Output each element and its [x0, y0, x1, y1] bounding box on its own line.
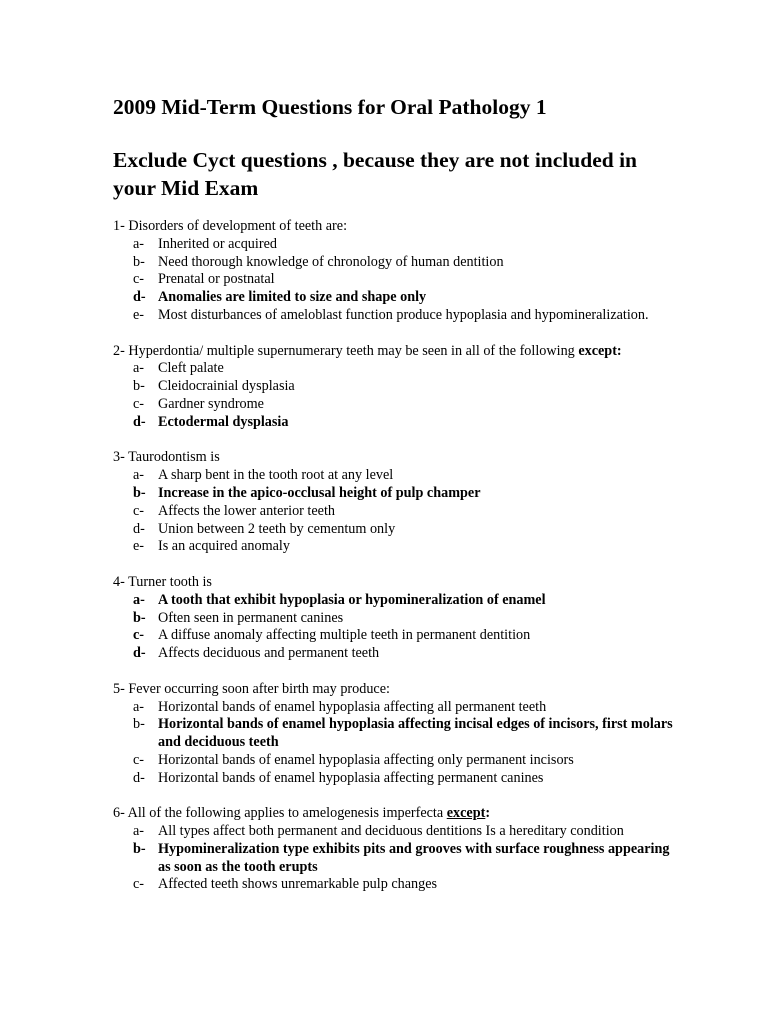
option-b [113, 610, 673, 628]
option-text: Affected teeth shows unremarkable pulp changes [158, 876, 438, 893]
option-text: Is an acquired anomaly [158, 538, 290, 555]
option-text: Affects deciduous and permanent teeth [158, 645, 380, 662]
option-letter: e- [133, 306, 145, 323]
option-c [113, 271, 673, 289]
option-d [113, 645, 673, 663]
option-d-correct [113, 414, 673, 432]
option-c [113, 876, 673, 894]
except-keyword: except [446, 805, 486, 822]
option-a [113, 699, 673, 717]
option-a [113, 467, 673, 485]
option-letter: e- [133, 538, 145, 555]
option-letter: c- [133, 502, 145, 519]
option-b [113, 254, 673, 272]
option-text: A sharp bent in the tooth root at any level [158, 467, 394, 484]
question-2 [113, 343, 673, 432]
question-6 [113, 805, 673, 894]
option-letter: b- [133, 840, 146, 857]
option-letter: a- [133, 360, 145, 377]
option-letter: a- [133, 467, 145, 484]
option-letter: b- [133, 716, 145, 733]
option-a-correct [113, 592, 673, 610]
option-c [113, 396, 673, 414]
option-text: Cleft palate [158, 360, 224, 377]
option-text: Horizontal bands of enamel hypoplasia affecting incisal edges of incisors, first molars and deciduous teeth [158, 716, 673, 751]
option-d-correct [113, 289, 673, 307]
option-letter: a- [133, 591, 145, 608]
option-letter: d- [133, 645, 146, 662]
option-c [113, 503, 673, 521]
option-text: Need thorough knowledge of chronology of human dentition [158, 253, 504, 270]
option-b-correct [113, 716, 673, 752]
option-text: Often seen in permanent canines [158, 609, 344, 626]
question-stem-text: 6- All of the following applies to amelogenesis imperfecta [113, 805, 444, 822]
document-title: 2009 Mid-Term Questions for Oral Pathology 1 [113, 95, 547, 119]
option-letter: a- [133, 823, 145, 840]
option-text: Anomalies are limited to size and shape only [158, 289, 427, 306]
question-stem [113, 343, 673, 361]
option-letter: d- [133, 289, 146, 306]
option-text: Inherited or acquired [158, 235, 277, 252]
option-text: Prenatal or postnatal [158, 271, 275, 288]
option-b [113, 378, 673, 396]
option-text: Horizontal bands of enamel hypoplasia affecting permanent canines [158, 769, 544, 786]
question-list [113, 218, 673, 912]
option-d [113, 521, 673, 539]
option-text: Increase in the apico-occlusal height of pulp champer [158, 484, 481, 501]
option-text: Horizontal bands of enamel hypoplasia affecting all permanent teeth [158, 698, 547, 715]
question-stem [113, 805, 673, 823]
option-text: A diffuse anomaly affecting multiple teeth in permanent dentition [158, 627, 531, 644]
option-e [113, 307, 673, 325]
option-letter: c- [133, 627, 145, 644]
question-4 [113, 574, 673, 663]
option-text: Horizontal bands of enamel hypoplasia affecting only permanent incisors [158, 751, 574, 768]
option-letter: b- [133, 484, 146, 501]
option-letter: a- [133, 235, 145, 252]
option-a [113, 823, 673, 841]
option-text: Union between 2 teeth by cementum only [158, 520, 396, 537]
option-text: Affects the lower anterior teeth [158, 502, 336, 519]
option-text: Gardner syndrome [158, 395, 264, 412]
question-1 [113, 218, 673, 325]
option-letter: d- [133, 413, 146, 430]
option-e [113, 538, 673, 556]
option-d [113, 770, 673, 788]
except-keyword: except: [578, 342, 622, 359]
option-letter: d- [133, 520, 145, 537]
option-letter: c- [133, 271, 145, 288]
question-stem: 5- Fever occurring soon after birth may produce: [113, 680, 390, 697]
question-stem: 1- Disorders of development of teeth are: [113, 218, 348, 234]
question-stem: 4- Turner tooth is [113, 573, 212, 590]
option-text: All types affect both permanent and deciduous dentitions Is a hereditary condition [158, 823, 624, 840]
option-letter: b- [133, 378, 145, 395]
option-text: A tooth that exhibit hypoplasia or hypomineralization of enamel [158, 591, 546, 608]
option-text: Most disturbances of ameloblast function produce hypoplasia and hypomineralization. [158, 306, 649, 323]
question-5 [113, 681, 673, 788]
option-a [113, 360, 673, 378]
option-c [113, 627, 673, 645]
except-colon: : [485, 805, 491, 822]
option-letter: d- [133, 769, 145, 786]
option-letter: a- [133, 698, 145, 715]
option-a [113, 236, 673, 254]
question-stem-text: 2- Hyperdontia/ multiple supernumerary teeth may be seen in all of the following [113, 342, 575, 359]
option-c [113, 752, 673, 770]
option-letter: c- [133, 876, 145, 893]
document-subtitle: Exclude Cyct questions , because they are not included in your Mid Exam [113, 148, 637, 200]
option-letter: c- [133, 395, 145, 412]
option-letter: c- [133, 751, 145, 768]
option-text: Hypomineralization type exhibits pits and grooves with surface roughness appearing as soon as the tooth erupts [158, 840, 670, 875]
option-text: Cleidocrainial dysplasia [158, 378, 295, 395]
option-letter: b- [133, 253, 145, 270]
option-b-correct [113, 485, 673, 503]
option-b-correct [113, 841, 673, 877]
question-3 [113, 449, 673, 556]
question-stem: 3- Taurodontism is [113, 449, 220, 466]
option-letter: b- [133, 609, 146, 626]
option-text: Ectodermal dysplasia [158, 413, 289, 430]
